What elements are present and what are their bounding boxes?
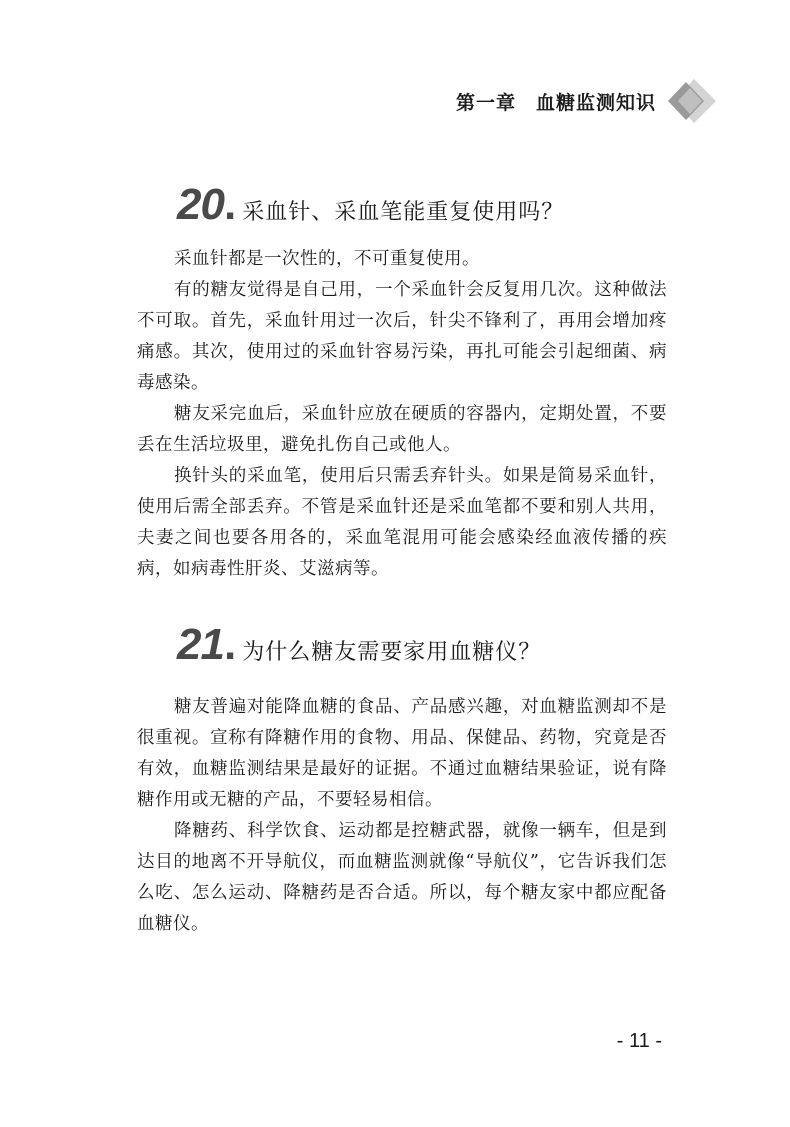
diamond-badge-icon — [664, 76, 720, 126]
section-number-dot: . — [223, 620, 237, 669]
section-number: 20 — [177, 180, 224, 229]
paragraph: 换针头的采血笔，使用后只需丢弃针头。如果是简易采血针，使用后需全部丢弃。不管是采血针还是采血笔都不要和别人共用，夫妻之间也要各用各的，采血笔混用可能会感染经血液传播的疾病，如病毒性肝炎、艾滋病等。 — [137, 466, 667, 579]
chapter-header — [456, 76, 720, 126]
section-20 — [137, 180, 667, 585]
page-number: - 11 - — [616, 1030, 662, 1052]
section-title: 为什么糖友需要家用血糖仪？ — [242, 640, 542, 665]
chapter-title: 第一章 血糖监测知识 — [455, 91, 656, 114]
paragraph: 降糖药、科学饮食、运动都是控糖武器，就像一辆车，但是到达目的地离不开导航仪，而血糖监测就像“导航仪”，它告诉我们怎么吃、怎么运动、降糖药是否合适。所以，每个糖友家中都应配备血糖仪。 — [137, 821, 667, 934]
paragraph: 糖友采完血后，采血针应放在硬质的容器内，定期处置，不要丢在生活垃圾里，避免扎伤自己或他人。 — [137, 404, 667, 455]
section-heading — [177, 620, 667, 670]
paragraph: 糖友普遍对能降血糖的食品、产品感兴趣，对血糖监测却不是很重视。宣称有降糖作用的食物、用品、保健品、药物，究竟是否有效，血糖监测结果是最好的证据。不通过血糖结果验证，说有降糖作用或无糖的产品，不要轻易相信。 — [137, 697, 667, 810]
section-number-dot: . — [223, 180, 237, 229]
section-title: 采血针、采血笔能重复使用吗？ — [242, 200, 565, 225]
section-21 — [137, 620, 667, 940]
paragraph: 采血针都是一次性的，不可重复使用。 — [174, 249, 480, 269]
paragraph: 有的糖友觉得是自己用，一个采血针会反复用几次。这种做法不可取。首先，采血针用过一次后，针尖不锋利了，再用会增加疼痛感。其次，使用过的采血针容易污染，再扎可能会引起细菌、病毒感染。 — [137, 280, 667, 393]
section-number: 21 — [177, 620, 224, 669]
section-heading — [177, 180, 667, 230]
